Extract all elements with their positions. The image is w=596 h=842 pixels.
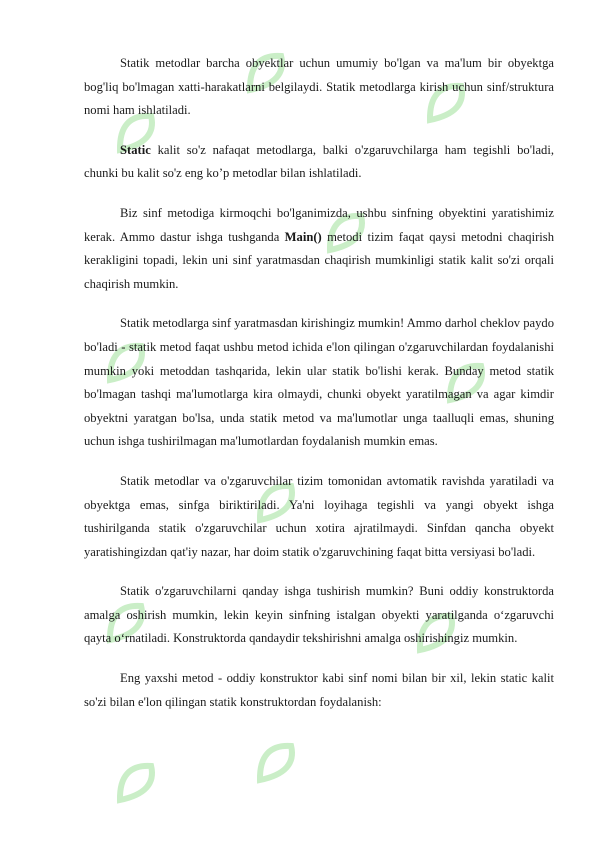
paragraph-1 — [84, 52, 554, 123]
keyword-main: Main() — [284, 229, 322, 244]
paragraph-6-text: Statik o'zgaruvchilarni qanday ishga tushirish mumkin? Buni oddiy konstruktorda amalga oshirish mumkin, lekin keyin sinfning istalgan obyekti yaratilganda o‘zgaruvchi qayta o‘rnatiladi. Konstruktorda qandaydir tekshirishni amalga oshirishingiz mumkin. — [84, 584, 554, 646]
keyword-static: Static — [120, 142, 151, 157]
paragraph-2-text: kalit so'z nafaqat metodlarga, balki o'zgaruvchilarga ham tegishli bo'ladi, chunki bu kalit so'z eng ko’p metodlar bilan ishlatiladi. — [84, 142, 554, 181]
paragraph-5 — [84, 470, 554, 564]
paragraph-3-text-before: Biz sinf metodiga kirmoqchi bo'lganimizda, ushbu sinfning obyektini yaratishimiz kerak. Ammo dastur ishga tushganda — [84, 205, 554, 244]
document-page — [84, 52, 554, 730]
paragraph-1-text: Statik metodlar barcha obyektlar uchun umumiy bo'lgan va ma'lum bir obyektga bog'liq bo'lmagan xatti-harakatlarni belgilaydi. Statik metodlarga kirish uchun sinf/struktura nomi ham ishlatiladi. — [84, 56, 554, 118]
paragraph-2 — [84, 139, 554, 186]
paragraph-4 — [84, 312, 554, 454]
paragraph-5-text: Statik metodlar va o'zgaruvchilar tizim tomonidan avtomatik ravishda yaratiladi va obyektga emas, sinfga biriktiriladi. Ya'ni loyihaga tegishli va yangi obyekt ishga tushirilganda statik o'zgaruvchilar uchun xotira ajratilmaydi. Sinfdan qancha obyekt yaratishingizdan qat'iy nazar, har doim statik o'zgaruvchining faqat bitta versiyasi bo'ladi. — [84, 473, 554, 559]
paragraph-3-text: metodi tizim faqat qaysi metodni chaqirish kerakligini topadi, lekin uni sinf yaratmasdan chaqirish mumkinligi statik kalit so'zi orqali chaqirish mumkin. — [84, 229, 554, 291]
paragraph-4-text: Statik metodlarga sinf yaratmasdan kirishingiz mumkin! Ammo darhol cheklov paydo bo'ladi - statik metod faqat ushbu metod ichida e'lon qilingan o'zgaruvchilardan foydalanishi mumkin yoki metoddan tashqarida, lekin ular statik bo'lishi kerak. Bunday metod statik bo'lmagan tashqi ma'lumotlarga kira olmaydi, chunki obyekt yaratilmagan va agar kimdir obyektni yaratgan bo'lsa, unda statik metod va ma'lumotlar unga taalluqli emas, shuning uchun ishga tushirilmagan ma'lumotlardan foydalanish mumkin emas. — [84, 316, 554, 449]
paragraph-7 — [84, 667, 554, 714]
paragraph-6 — [84, 580, 554, 651]
paragraph-7-text: Eng yaxshi metod - oddiy konstruktor kabi sinf nomi bilan bir xil, lekin static kalit so'zi bilan e'lon qilingan statik konstruktordan foydalanish: — [84, 671, 554, 709]
paragraph-3 — [84, 202, 554, 296]
